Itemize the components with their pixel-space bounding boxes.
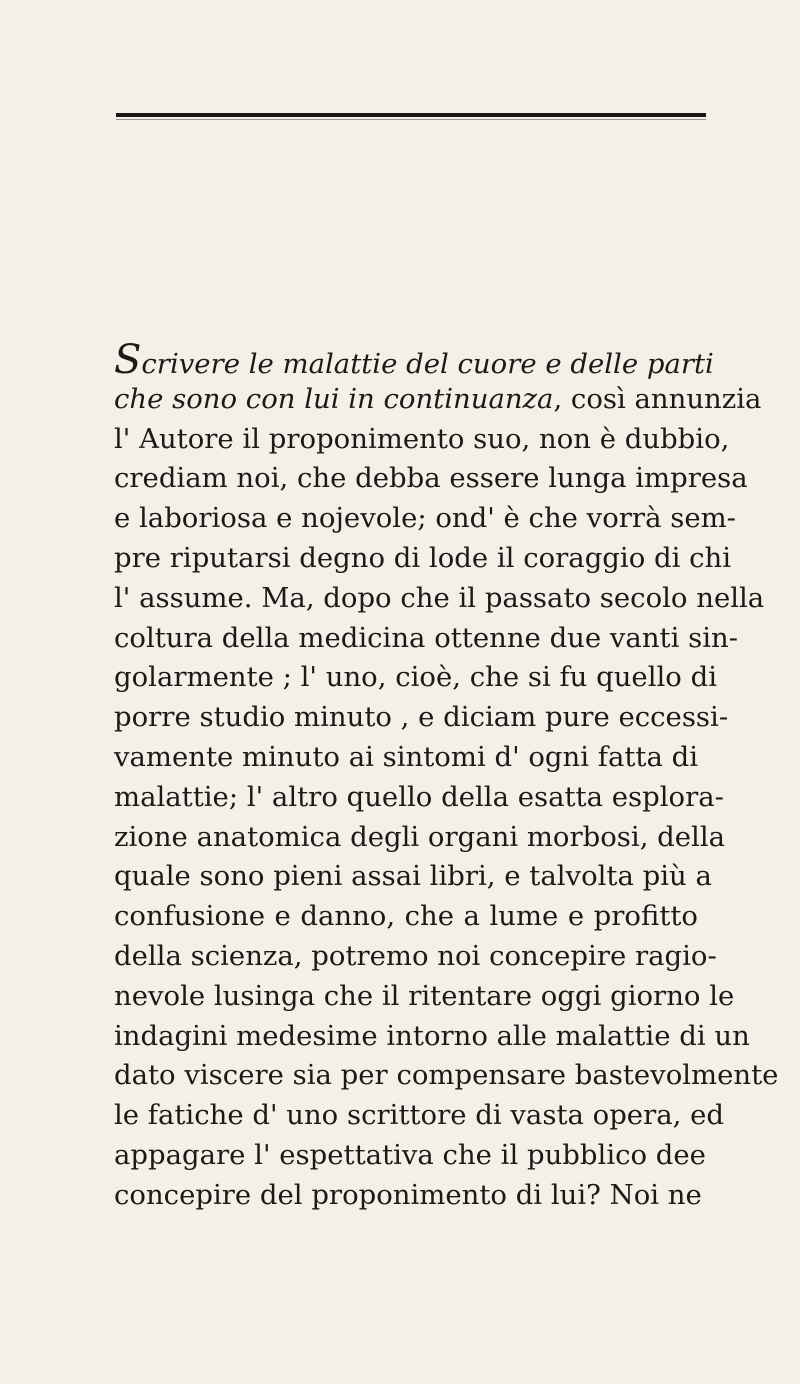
text-line: nevole lusinga che il ritentare oggi giorno le [114, 979, 735, 1012]
text-line: della scienza, potremo noi concepire ragio- [114, 939, 717, 972]
text-line: quale sono pieni assai libri, e talvolta più a [114, 860, 712, 893]
text-line: appagare l' espettativa che il pubblico dee [114, 1138, 706, 1171]
text-line: e laboriosa e nojevole; ond' è che vorrà sem- [114, 502, 736, 535]
drop-cap: S [114, 337, 142, 383]
text-line: l' Autore il proponimento suo, non è dubbio, [114, 422, 730, 455]
text-line: zione anatomica degli organi morbosi, della [114, 820, 726, 853]
text-line: indagini medesime intorno alle malattie di un [114, 1019, 750, 1052]
text-line: dato viscere sia per compensare bastevolmente [114, 1059, 779, 1092]
text-line: Scrivere le malattie del cuore e delle parti [114, 337, 714, 383]
text-line: che sono con lui in continuanza, così annunzia [114, 382, 762, 415]
text-line: porre studio minuto , e diciam pure eccessi- [114, 701, 729, 734]
text-line: concepire del proponimento di lui? Noi ne [114, 1178, 702, 1211]
header-rule-thin [116, 119, 706, 120]
text-line: l' assume. Ma, dopo che il passato secolo nella [114, 581, 765, 614]
text-line: coltura della medicina ottenne due vanti sin- [114, 621, 739, 654]
text-line: pre riputarsi degno di lode il coraggio di chi [114, 541, 732, 574]
text-line: malattie; l' altro quello della esatta esplora- [114, 780, 724, 813]
header-rule [116, 113, 706, 117]
body-text [114, 337, 779, 1216]
text-line: le fatiche d' uno scrittore di vasta opera, ed [114, 1099, 724, 1132]
text-line: golarmente ; l' uno, cioè, che si fu quello di [114, 661, 717, 694]
text-line: crediam noi, che debba essere lunga impresa [114, 462, 748, 495]
text-line: vamente minuto ai sintomi d' ogni fatta di [114, 740, 698, 773]
text-line: confusione e danno, che a lume e profitto [114, 900, 698, 933]
